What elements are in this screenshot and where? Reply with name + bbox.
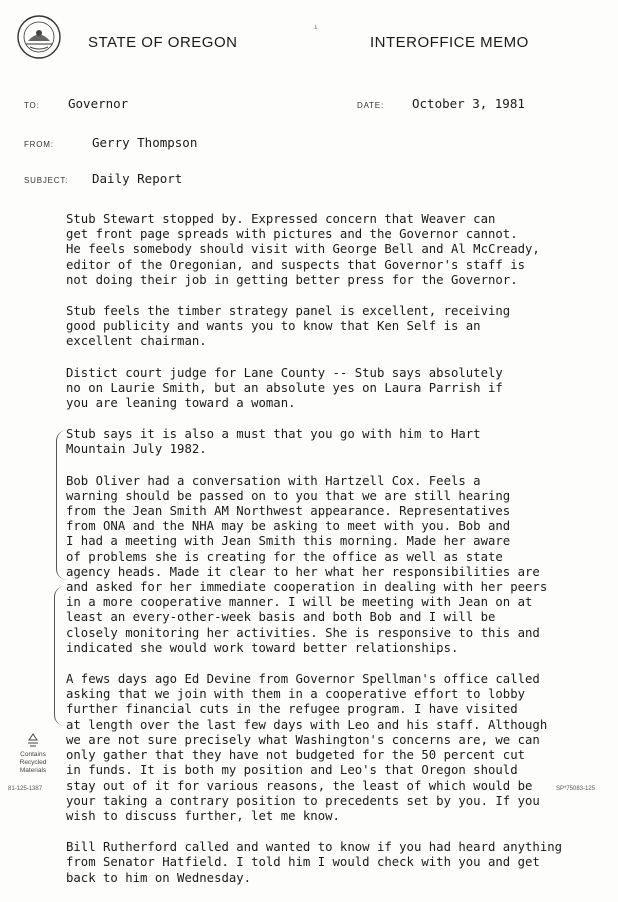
subject-label: SUBJECT:: [24, 176, 69, 185]
to-value: Governor: [68, 96, 129, 111]
memo-body: [66, 212, 606, 902]
paragraph-district-judge: Distict court judge for Lane County -- Stub says absolutely no on Laurie Smith, but an absolute yes on Laura Parrish if you are leaning toward a woman.: [66, 365, 503, 411]
paragraph-hart-mountain: Stub says it is also a must that you go with him to Hart Mountain July 1982.: [66, 427, 481, 457]
margin-bracket-mark: [56, 430, 67, 580]
date-label: DATE:: [357, 101, 384, 110]
state-heading: STATE OF OREGON: [88, 34, 238, 51]
recycled-notice: [8, 732, 58, 775]
from-value: Gerry Thompson: [92, 135, 198, 150]
paragraph-stub-stewart: Stub Stewart stopped by. Expressed concern that Weaver can get front page spreads with pictures and the Governor cannot. He feels somebody should visit with George Bell and Al McCready, editor of the Oregonian, and suspects that Governor's staff is not doing their job in getting better press for the Governor.: [66, 212, 540, 287]
margin-bracket-mark: [54, 586, 65, 726]
paragraph-refugee-program: A fews days ago Ed Devine from Governor Spellman's office called asking that we join with them in a cooperative effort to lobby further financial cuts in the refugee program. I have visited at length over the last few days with Leo and his staff. Although we are not sure precisely what Washington's concerns are, we can only gather that they have not budgeted for the 50 percent cut in funds. It is both my position and Leo's that Oregon should stay out of it for various reasons, the least of which would be your taking a contrary position to precedents set by you. If you wish to discuss further, let me know.: [66, 672, 548, 823]
form-number-left: 81-125-1387: [8, 786, 43, 792]
recycled-text: Contains Recycled Materials: [19, 751, 47, 774]
from-label: FROM:: [24, 140, 54, 149]
subject-value: Daily Report: [92, 171, 183, 186]
memo-type-heading: INTEROFFICE MEMO: [370, 34, 529, 51]
state-seal-icon: [16, 14, 62, 60]
paragraph-bill-rutherford: Bill Rutherford called and wanted to know if you had heard anything from Senator Hatfield. I told him I would check with you and get back to him on Wednesday.: [66, 840, 563, 885]
date-value: October 3, 1981: [412, 96, 525, 111]
recycle-icon: [25, 732, 41, 748]
page-mark: ı: [314, 24, 318, 31]
paragraph-timber-panel: Stub feels the timber strategy panel is excellent, receiving good publicity and wants you to know that Ken Self is an excellent chairman.: [66, 304, 511, 349]
form-number-right: SP*75083-125: [556, 786, 596, 792]
to-label: TO:: [24, 101, 40, 110]
paragraph-bob-oliver: Bob Oliver had a conversation with Hartzell Cox. Feels a warning should be passed on to you that we are still hearing from the Jean Smith AM Northwest appearance. Representatives from ONA and the NHA may be asking to meet with you. Bob and I had a meeting with Jean Smith this morning. Made her aware of problems she is creating for the office as well as state agency heads. Made it clear to her what her responsibilities are and asked for her immediate cooperation in dealing with her peers in a more cooperative manner. I will be meeting with Jean on at least an every-other-week basis and both Bob and I will be closely monitoring her activities. She is responsive to this and indicated she would work toward better relationships.: [66, 473, 548, 655]
